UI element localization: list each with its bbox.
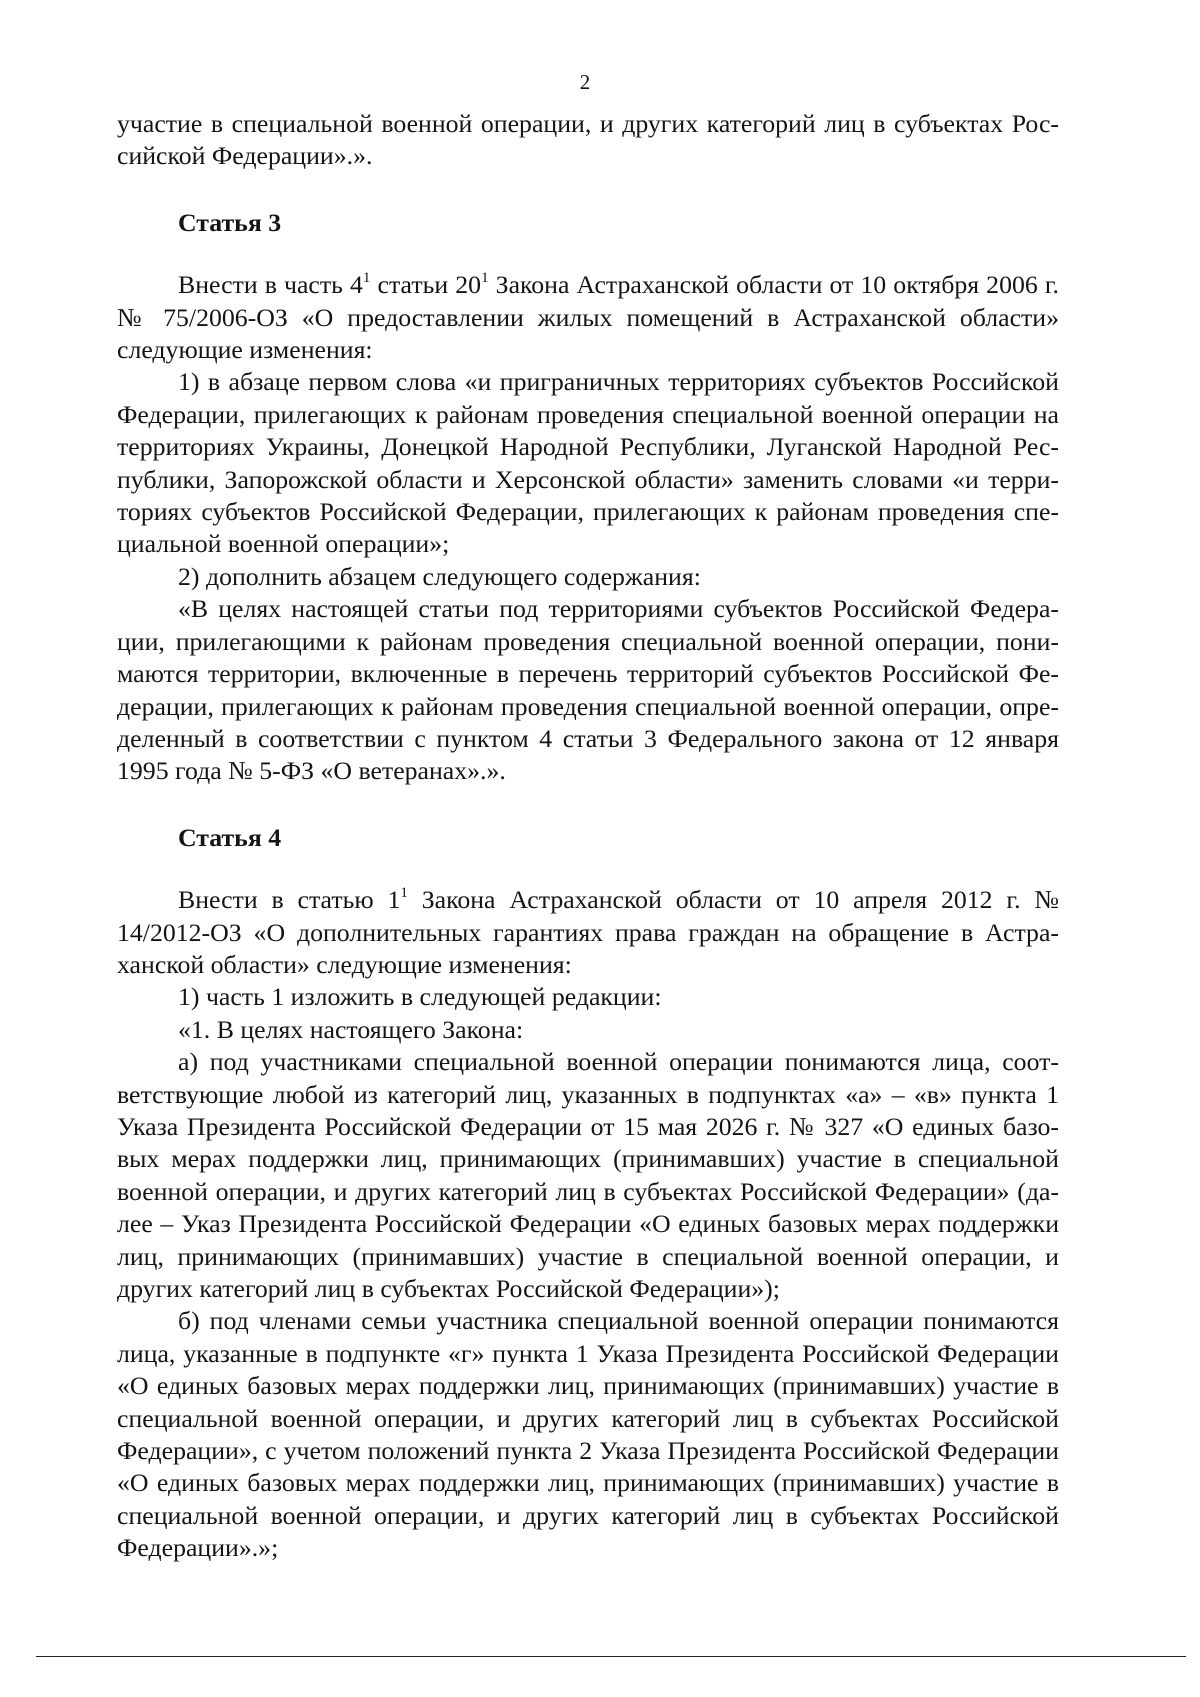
spacer [117,239,1059,269]
article-4-item-1-intro: «1. В целях настоящего Закона: [178,1014,524,1044]
article-4-heading: Статья 4 [178,822,282,852]
superscript: 1 [481,270,489,287]
spacer [117,173,1059,207]
spacer [117,854,1059,884]
article-3-item-1: 1) в абзаце первом слова «и приграничных территориях субъектов Российской Федерации, прилегающих к районам проведения специальной военной операции на территориях Украины, Донецкой Народной Республики, Луганской Народной Республики, Запорожской области и Херсонской области» заменить словами «и территориях субъектов Российской Федерации, прилегающих к районам проведения специальной военной операции»; [117,367,1059,559]
article-3-lead-post: Закона Астраханской области от 10 октября 2006 г. № 75/2006-ОЗ «О предоставлении жилых помещений в Астраханской области» следующие изменения: [117,270,1059,365]
article-3-lead-paragraph [117,269,1059,366]
document-body [117,108,1059,1565]
article-4-lead-paragraph [117,884,1059,981]
superscript: 1 [400,885,408,902]
article-3-heading: Статья 3 [178,207,282,237]
article-3-lead-mid: статьи 20 [370,270,482,300]
page-number: 2 [579,70,591,94]
footer-divider [36,1656,1186,1657]
superscript: 1 [362,270,371,287]
article-4-item-1: 1) часть 1 изложить в следующей редакции: [178,982,662,1012]
continuation-paragraph: участие в специальной военной операции, и других категорий лиц в субъектах Российской Федерации».». [117,109,1059,171]
article-3-lead-pre: Внести в часть 4 [178,270,363,300]
article-4-lead-pre: Внести в статью 1 [178,885,401,915]
article-3-item-2: 2) дополнить абзацем следующего содержания: [178,561,701,591]
article-4-item-b: б) под членами семьи участника специальной военной операции понимаются лица, указанные в подпункте «г» пункта 1 Указа Президента Российской Федерации «О единых базовых мерах поддержки лиц, принимающих (принимавших) участие в специальной военной операции, и других категорий лиц в субъектах Российской Федерации», с учетом положений пункта 2 Указа Президента Российской Федерации «О единых базовых мерах поддержки лиц, принимающих (принимавших) участие в специальной военной операции, и других категорий лиц в субъектах Российской Федерации».»; [117,1306,1059,1563]
spacer [117,788,1059,822]
article-4-item-a: а) под участниками специальной военной операции понимаются лица, соответствующие любой из категорий лиц, указанных в подпунктах «а» – «в» пункта 1 Указа Президента Российской Федерации от 15 мая 2026 г. № 327 «О единых базовых мерах поддержки лиц, принимающих (принимавших) участие в специальной военной операции, и других категорий лиц в субъектах Российской Федерации» (далее – Указ Президента Российской Федерации «О единых базовых мерах поддержки лиц, принимающих (принимавших) участие в специальной военной операции, и других категорий лиц в субъектах Российской Федерации»); [117,1047,1059,1303]
article-3-quote: «В целях настоящей статьи под территориями субъектов Российской Федерации, прилегающими к районам проведения специальной военной операции, понимаются территории, включенные в перечень территорий субъектов Российской Федерации, прилегающих к районам проведения специальной военной операции, определенный в соответствии с пунктом 4 статьи 3 Федерального закона от 12 января 1995 года № 5-ФЗ «О ветеранах».». [117,594,1059,786]
article-4-lead-post: Закона Астраханской области от 10 апреля 2012 г. № 14/2012-ОЗ «О дополнительных гарантиях права граждан на обращение в Астраханской области» следующие изменения: [117,885,1059,979]
